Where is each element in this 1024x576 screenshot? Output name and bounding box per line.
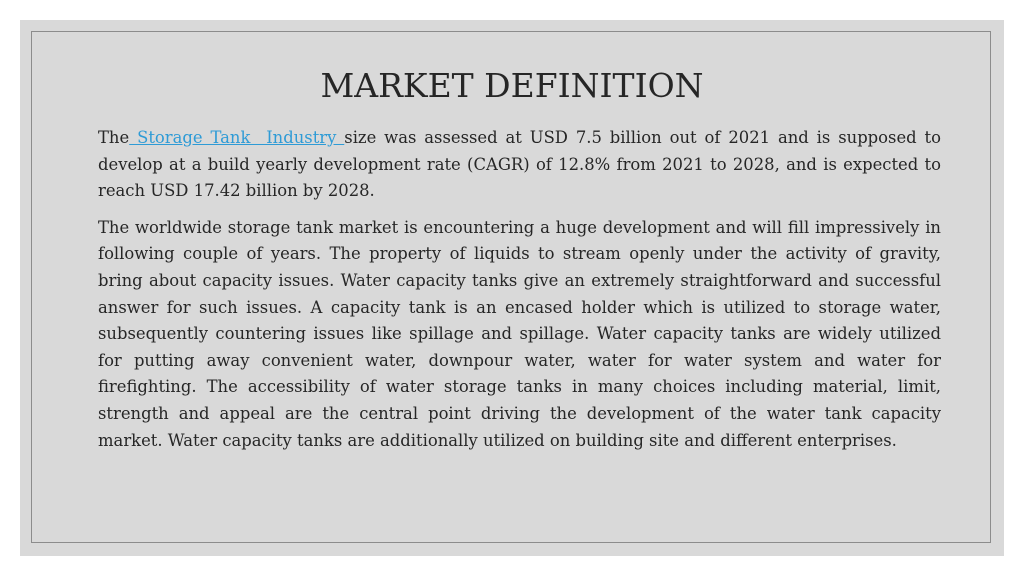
paragraph-intro (98, 125, 941, 205)
storage-tank-industry-link[interactable]: Storage Tank Industry (129, 128, 345, 147)
slide-body (98, 125, 941, 464)
paragraph-intro-text: size was assessed at USD 7.5 billion out of 2021 and is supposed to develop at a build yearly development rate (CAGR) of 12.8% from 2021 to 2028, and is expected to reach USD 17.42 billion by 2028. (98, 128, 942, 201)
slide (20, 20, 1004, 556)
slide-title: MARKET DEFINITION (320, 66, 704, 105)
slide-frame (31, 31, 991, 543)
paragraph-intro-prefix: The (98, 128, 130, 147)
paragraph-market-overview: The worldwide storage tank market is encountering a huge development and will fill impressively in following couple of years. The property of liquids to stream openly under the activity of gravity, bring about capacity issues. Water capacity tanks give an extremely straightforward and successful answer for such issues. A capacity tank is an encased holder which is utilized to storage water, subsequently countering issues like spillage and spillage. Water capacity tanks are widely utilized for putting away convenient water, downpour water, water for water system and water for firefighting. The accessibility of water storage tanks in many choices including material, limit, strength and appeal are the central point driving the development of the water tank capacity market. Water capacity tanks are additionally utilized on building site and different enterprises. (98, 217, 941, 450)
